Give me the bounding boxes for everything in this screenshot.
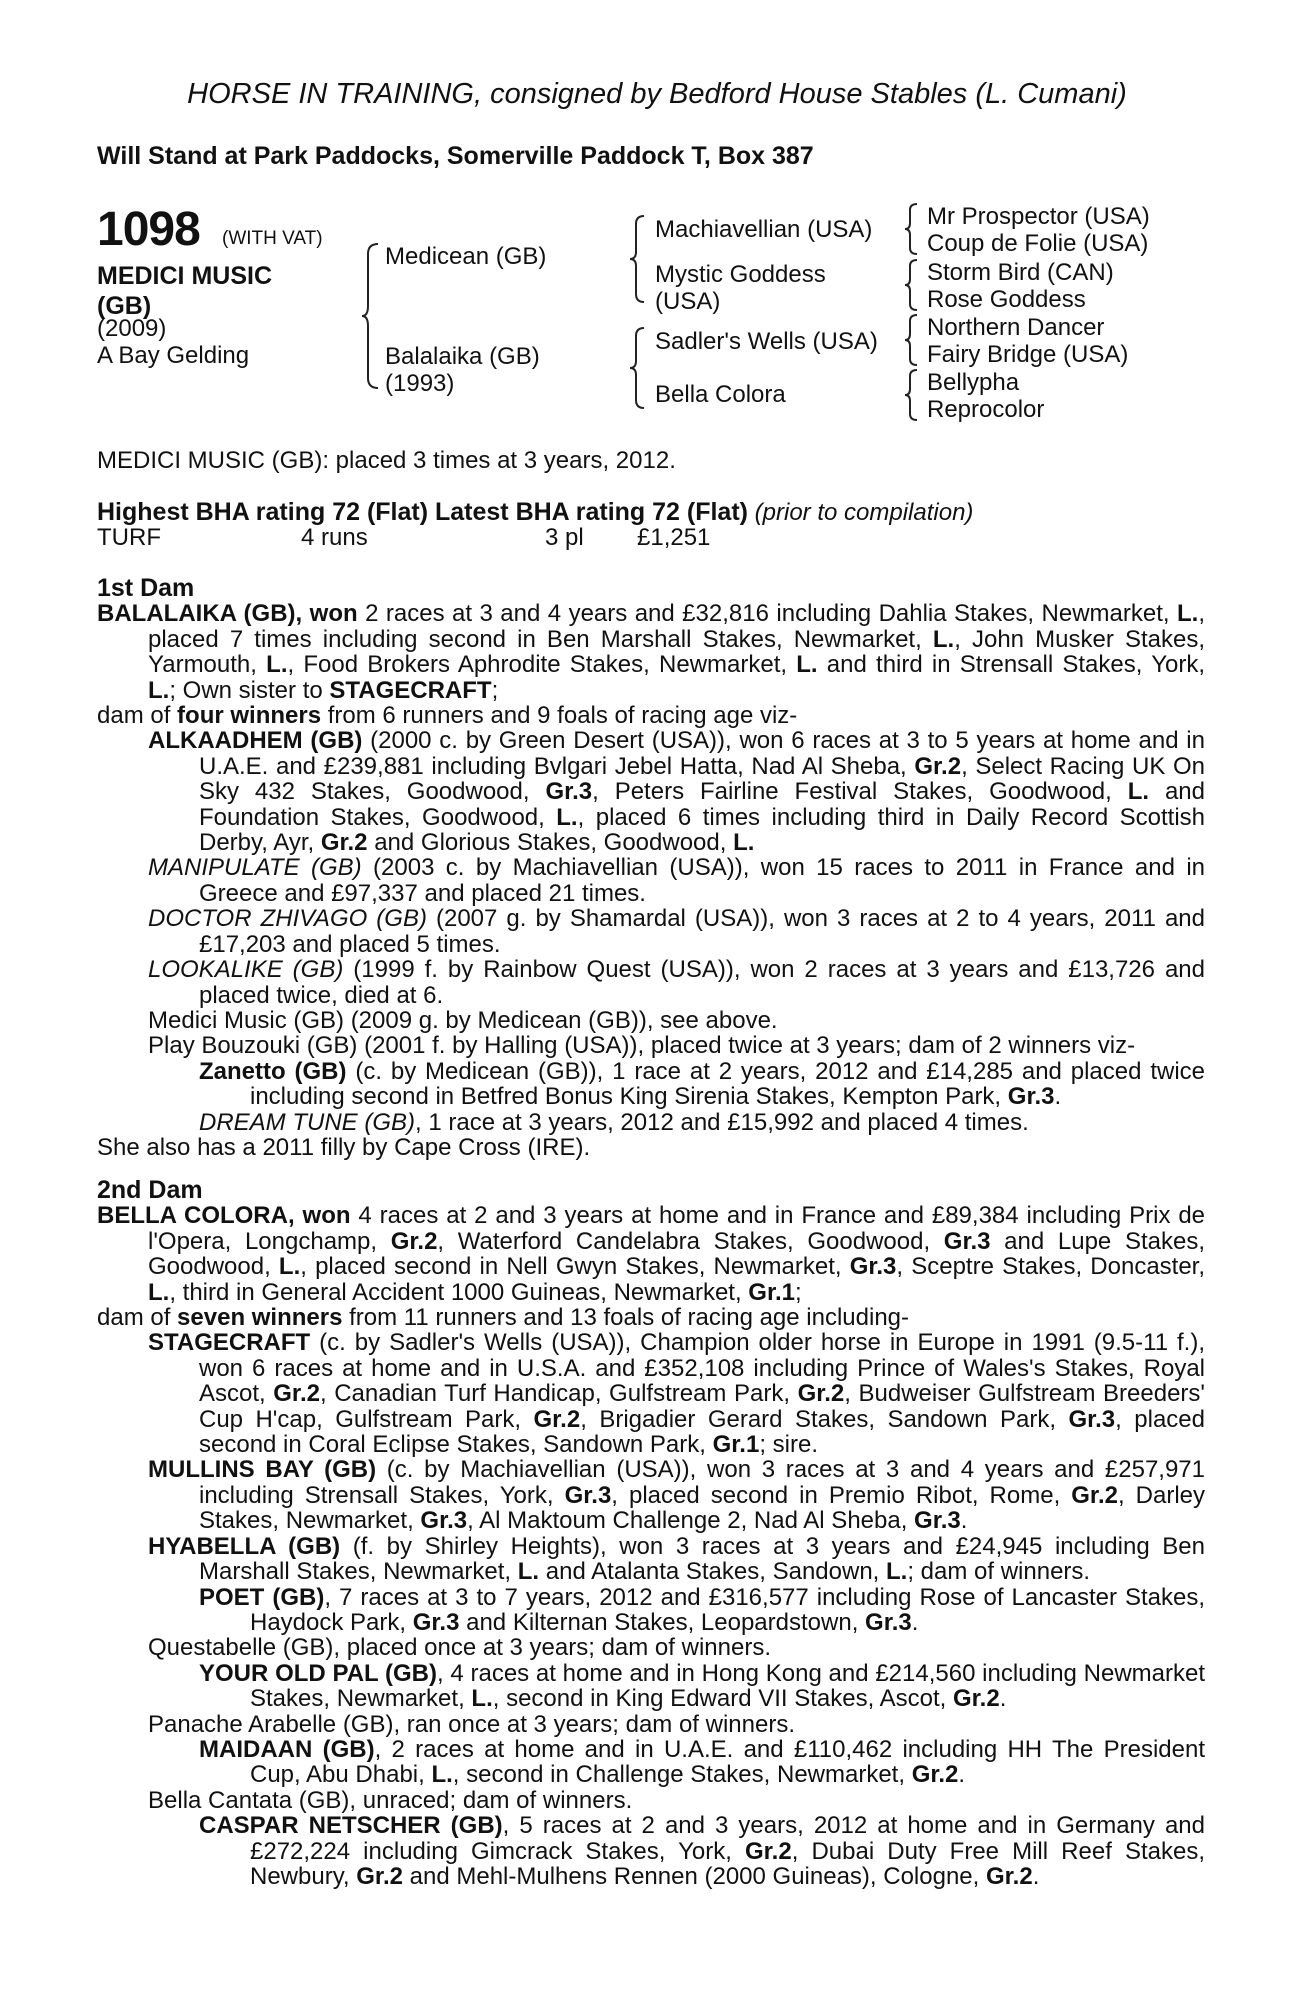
produce-name: YOUR OLD PAL (GB) xyxy=(199,1659,437,1687)
dam-name-line1: Balalaika (GB) xyxy=(385,343,540,370)
produce-alkaadhem xyxy=(97,728,1205,855)
text: . xyxy=(1054,1083,1062,1111)
text: , Al Maktoum Challenge 2, Nad Al Sheba, xyxy=(467,1507,915,1535)
grandproduce-zanetto xyxy=(97,1059,1205,1110)
text: , Canadian Turf Handicap, Gulfstream Park, xyxy=(319,1380,798,1408)
produce-hyabella xyxy=(97,1534,1205,1585)
produce-name: DOCTOR ZHIVAGO (GB) xyxy=(148,905,427,933)
grade-3: Gr.3 xyxy=(865,1608,912,1636)
grandproduce-your-old-pal xyxy=(97,1661,1205,1712)
grade-listed: L. xyxy=(278,1253,301,1281)
text: ; dam of winners. xyxy=(907,1558,1091,1586)
comma: , xyxy=(287,1202,303,1230)
grade-listed: L. xyxy=(471,1685,493,1713)
sire-sire: Machiavellian (USA) xyxy=(655,216,873,243)
record-placed: 3 pl xyxy=(545,524,584,551)
text: and Atalanta Stakes, Sandown, xyxy=(539,1558,887,1586)
text: . xyxy=(999,1685,1007,1713)
lot-number: 1098 xyxy=(97,203,200,256)
grade-listed: L. xyxy=(431,1761,453,1789)
grade-listed: L. xyxy=(148,1278,170,1306)
grade-3: Gr.3 xyxy=(545,778,593,806)
text: , placed second in Nell Gwyn Stakes, Newmarket, xyxy=(300,1253,850,1281)
pedigree-brace-g3 xyxy=(905,313,919,367)
grade-listed: L. xyxy=(517,1558,540,1586)
grade-3: Gr.3 xyxy=(1007,1083,1055,1111)
text: (2003 c. by Machiavellian (USA)), won 15 races to 2011 in France and in Greece and £97,337 and placed 21 times. xyxy=(199,854,1205,907)
text: , placed second in Coral Eclipse Stakes, Sandown Park, xyxy=(199,1405,1205,1459)
record-runs: 4 runs xyxy=(301,524,368,551)
grade-listed: L. xyxy=(556,803,578,831)
produce-bella-cantata: Bella Cantata (GB), unraced; dam of winners. xyxy=(148,1786,633,1814)
grade-3: Gr.3 xyxy=(564,1481,612,1509)
text: , Darley Stakes, Newmarket, xyxy=(199,1481,1206,1535)
race-summary: MEDICI MUSIC (GB): placed 3 times at 3 years, 2012. xyxy=(97,447,676,474)
text: , Waterford Candelabra Stakes, Goodwood, xyxy=(437,1227,944,1255)
produce-manipulate xyxy=(97,855,1205,906)
text: (c. by Machiavellian (USA)), won 3 races at 3 and 4 years and £257,971 including Strensall Stakes, York, xyxy=(199,1456,1206,1509)
dam-sire: Sadler's Wells (USA) xyxy=(655,328,878,355)
vat-label: (WITH VAT) xyxy=(222,228,323,249)
text: , Food Brokers Aphrodite Stakes, Newmarket, xyxy=(287,651,797,679)
grade-3: Gr.3 xyxy=(420,1507,468,1535)
grandproduce-dream-tune xyxy=(97,1110,1205,1135)
text: (f. by Shirley Heights), won 3 races at 3 years and £24,945 including Ben Marshall Stakes, Newmarket, xyxy=(199,1532,1205,1586)
text: dam of xyxy=(97,702,178,730)
grade-1: Gr.1 xyxy=(712,1431,760,1459)
text: ; xyxy=(491,676,499,704)
second-dam-name: BELLA COLORA xyxy=(97,1202,288,1230)
second-dam-record xyxy=(97,1203,1205,1305)
first-dam-produce-summary xyxy=(97,703,1205,728)
text: (c. by Sadler's Wells (USA)), Champion older horse in Europe in 1991 (9.5-11 f.), won 6 races at home and in U.S.A. and £352,108 including Prince of Wales's Stakes, Royal Ascot, xyxy=(199,1329,1205,1408)
text: , Budweiser Gulfstream Breeders' Cup H'cap, Gulfstream Park, xyxy=(199,1380,1206,1433)
bha-rating-values: Highest BHA rating 72 (Flat) Latest BHA rating 72 (Flat) xyxy=(97,498,748,526)
text: , 1 race at 3 years, 2012 and £15,992 and placed 4 times. xyxy=(415,1108,1029,1136)
produce-name: STAGECRAFT xyxy=(148,1329,311,1357)
text: and Foundation Stakes, Goodwood, xyxy=(199,778,1206,831)
first-dam-record xyxy=(97,601,1205,703)
great-grandsire-2: Storm Bird (CAN) xyxy=(927,259,1114,286)
produce-doctor-zhivago xyxy=(97,906,1205,957)
second-dam-produce-summary xyxy=(97,1305,1205,1330)
text: , 5 races at 2 and 3 years, 2012 at home and in Germany and £272,224 including Gimcrack Stakes, York, xyxy=(250,1812,1205,1865)
great-grandsire-3: Northern Dancer xyxy=(927,314,1105,341)
produce-name: HYABELLA (GB) xyxy=(148,1532,341,1560)
text: , 4 races at home and in Hong Kong and £214,560 including Newmarket Stakes, Newmarket, xyxy=(250,1659,1206,1713)
produce-panache-arabelle: Panache Arabelle (GB), ran once at 3 years; dam of winners. xyxy=(148,1710,796,1738)
grade-2: Gr.2 xyxy=(914,752,962,780)
text: . xyxy=(911,1608,919,1636)
grade-2: Gr.2 xyxy=(1071,1481,1118,1509)
text: 2 races at 3 and 4 years and £32,816 including Dahlia Stakes, Newmarket, xyxy=(357,600,1178,628)
text: (c. by Medicean (GB)), 1 race at 2 years, 2012 and £14,285 and placed twice including second in Betfred Bonus King Sirenia Stakes, Kempton Park, xyxy=(250,1057,1206,1111)
text: . xyxy=(1032,1862,1040,1890)
text: (2007 g. by Shamardal (USA)), won 3 races at 2 to 4 years, 2011 and £17,203 and placed 5 times. xyxy=(199,905,1205,958)
grade-3: Gr.3 xyxy=(412,1608,460,1636)
dam-name-line2: (1993) xyxy=(385,370,455,397)
pedigree-brace-g1 xyxy=(905,202,919,256)
sire-dam-line2: (USA) xyxy=(655,288,721,315)
second-dam-heading: 2nd Dam xyxy=(97,1176,203,1204)
produce-name: Zanetto (GB) xyxy=(199,1057,347,1085)
produce-name: MANIPULATE (GB) xyxy=(148,854,362,882)
text: , John Musker Stakes, Yarmouth, xyxy=(148,625,1205,679)
produce-name: ALKAADHEM (GB) xyxy=(148,727,363,755)
grade-3: Gr.3 xyxy=(1068,1405,1116,1433)
text: , Sceptre Stakes, Doncaster, xyxy=(896,1253,1206,1281)
grade-listed: L. xyxy=(796,651,818,679)
produce-name: LOOKALIKE (GB) xyxy=(148,956,344,984)
text: , placed 7 times including second in Ben Marshall Stakes, Newmarket, xyxy=(148,600,1206,653)
great-granddam-1: Coup de Folie (USA) xyxy=(927,230,1149,257)
grade-2: Gr.2 xyxy=(390,1227,438,1255)
horse-name-line2: (GB) xyxy=(97,292,152,320)
text: dam of xyxy=(97,1304,178,1332)
text: , third in General Accident 1000 Guineas, Newmarket, xyxy=(169,1278,749,1306)
text: and third in Strensall Stakes, York, xyxy=(817,651,1206,679)
grandproduce-maidaan xyxy=(97,1737,1205,1788)
text: 4 races at 2 and 3 years at home and in France and £89,384 including Prix de l'Opera, Longchamp, xyxy=(148,1202,1206,1255)
text: , Dubai Duty Free Mill Reef Stakes, Newbury, xyxy=(250,1837,1205,1890)
produce-name: DREAM TUNE (GB) xyxy=(199,1108,415,1136)
text: , second in Challenge Stakes, Newmarket, xyxy=(452,1761,912,1789)
foaling-year: (2009) xyxy=(97,315,167,342)
text: and Glorious Stakes, Goodwood, xyxy=(367,829,734,857)
first-dam-section xyxy=(97,576,1205,1160)
grade-3: Gr.3 xyxy=(914,1507,961,1535)
text: and Kilternan Stakes, Leopardstown, xyxy=(459,1608,866,1636)
text: , 7 races at 3 to 7 years, 2012 and £316,577 including Rose of Lancaster Stakes, Haydock Park, xyxy=(250,1583,1205,1636)
great-granddam-4: Reprocolor xyxy=(927,396,1045,423)
horse-name xyxy=(97,261,272,321)
text: , second in King Edward VII Stakes, Ascot, xyxy=(492,1685,953,1713)
grandproduce-caspar-netscher xyxy=(97,1813,1205,1889)
catalogue-title: HORSE IN TRAINING, consigned by Bedford House Stables (L. Cumani) xyxy=(187,78,1127,110)
won-label: won xyxy=(309,600,358,628)
text: ; Own sister to xyxy=(169,676,330,704)
first-dam-filly-note: She also has a 2011 filly by Cape Cross (IRE). xyxy=(97,1133,591,1161)
produce-mullins-bay xyxy=(97,1457,1205,1533)
produce-medici-music: Medici Music (GB) (2009 g. by Medicean (GB)), see above. xyxy=(148,1006,778,1034)
sire-dam-line1: Mystic Goddess xyxy=(655,261,826,288)
grade-listed: L. xyxy=(1177,600,1199,628)
text: and Lupe Stakes, Goodwood, xyxy=(148,1227,1205,1281)
grade-2: Gr.2 xyxy=(911,1761,959,1789)
grade-listed: L. xyxy=(266,651,288,679)
produce-name: CASPAR NETSCHER (GB) xyxy=(199,1812,503,1840)
grade-2: Gr.2 xyxy=(797,1380,845,1408)
grade-3: Gr.3 xyxy=(849,1253,897,1281)
text: ; xyxy=(795,1278,802,1306)
text: , placed 6 times including third in Daily Record Scottish Derby, Ayr, xyxy=(199,803,1205,857)
winners-count: seven winners xyxy=(177,1304,343,1332)
stand-location: Will Stand at Park Paddocks, Somerville Paddock T, Box 387 xyxy=(97,142,814,170)
horse-name-line1: MEDICI MUSIC xyxy=(97,262,272,290)
pedigree-brace-sire xyxy=(630,214,646,304)
first-dam-name: BALALAIKA (GB) xyxy=(97,600,296,628)
text: , Select Racing UK On Sky 432 Stakes, Goodwood, xyxy=(199,752,1205,806)
pedigree-brace-g2 xyxy=(905,258,919,312)
produce-questabelle: Questabelle (GB), placed once at 3 years; dam of winners. xyxy=(148,1634,771,1662)
text: . xyxy=(960,1507,968,1535)
dam-dam: Bella Colora xyxy=(655,381,786,408)
text: (2000 c. by Green Desert (USA)), won 6 races at 3 to 5 years at home and in U.A.E. and £239,881 including Bvlgari Jebel Hatta, Nad Al Sheba, xyxy=(199,727,1205,780)
grade-1: Gr.1 xyxy=(748,1278,795,1306)
grade-2: Gr.2 xyxy=(273,1380,320,1408)
grade-2: Gr.2 xyxy=(952,1685,1000,1713)
won-label: won xyxy=(302,1202,351,1230)
sibling-name: STAGECRAFT xyxy=(329,676,492,704)
text: from 11 runners and 13 foals of racing age including- xyxy=(342,1304,910,1332)
text: , Peters Fairline Festival Stakes, Goodwood, xyxy=(592,778,1128,806)
record-earnings: £1,251 xyxy=(637,524,711,551)
text: from 6 runners and 9 foals of racing age viz- xyxy=(321,702,798,730)
comma: , xyxy=(295,600,310,628)
produce-name: POET (GB) xyxy=(199,1583,325,1611)
grade-2: Gr.2 xyxy=(745,1837,792,1865)
text: , Brigadier Gerard Stakes, Sandown Park, xyxy=(580,1405,1069,1433)
grade-listed: L. xyxy=(1127,778,1150,806)
horse-description: A Bay Gelding xyxy=(97,342,250,369)
winners-count: four winners xyxy=(177,702,322,730)
produce-name: MAIDAAN (GB) xyxy=(199,1735,375,1763)
record-surface: TURF xyxy=(97,524,161,551)
grade-2: Gr.2 xyxy=(533,1405,581,1433)
grade-2: Gr.2 xyxy=(986,1862,1033,1890)
text: , placed second in Premio Ribot, Rome, xyxy=(611,1481,1072,1509)
first-dam-heading: 1st Dam xyxy=(97,574,195,602)
grade-listed: L. xyxy=(148,676,170,704)
text: , 2 races at home and in U.A.E. and £110,462 including HH The President Cup, Abu Dhabi, xyxy=(250,1735,1205,1789)
pedigree-brace-dam xyxy=(630,326,646,410)
produce-play-bouzouki: Play Bouzouki (GB) (2001 f. by Halling (USA)), placed twice at 3 years; dam of 2 winners viz- xyxy=(148,1032,1136,1060)
produce-lookalike xyxy=(97,957,1205,1008)
pedigree-brace-gen1 xyxy=(362,242,382,390)
great-grandsire-4: Bellypha xyxy=(927,369,1020,396)
grandproduce-poet xyxy=(97,1585,1205,1636)
grade-listed: L. xyxy=(733,829,755,857)
text: (1999 f. by Rainbow Quest (USA)), won 2 races at 3 years and £13,726 and placed twice, died at 6. xyxy=(199,956,1205,1009)
great-granddam-2: Rose Goddess xyxy=(927,286,1086,313)
great-grandsire-1: Mr Prospector (USA) xyxy=(927,203,1150,230)
grade-2: Gr.2 xyxy=(356,1862,403,1890)
text: . xyxy=(958,1761,966,1789)
grade-listed: L. xyxy=(886,1558,908,1586)
grade-2: Gr.2 xyxy=(320,829,368,857)
text: and Mehl-Mulhens Rennen (2000 Guineas), Cologne, xyxy=(402,1862,986,1890)
bha-rating-note: (prior to compilation) xyxy=(754,499,974,526)
sire-name: Medicean (GB) xyxy=(385,243,547,270)
great-granddam-3: Fairy Bridge (USA) xyxy=(927,341,1129,368)
pedigree-brace-g4 xyxy=(905,368,919,422)
produce-name: MULLINS BAY (GB) xyxy=(148,1456,377,1484)
text: ; sire. xyxy=(759,1431,818,1459)
second-dam-section xyxy=(97,1178,1205,1889)
grade-listed: L. xyxy=(932,625,955,653)
bha-rating xyxy=(97,498,973,527)
grade-3: Gr.3 xyxy=(943,1227,991,1255)
produce-stagecraft xyxy=(97,1330,1205,1457)
